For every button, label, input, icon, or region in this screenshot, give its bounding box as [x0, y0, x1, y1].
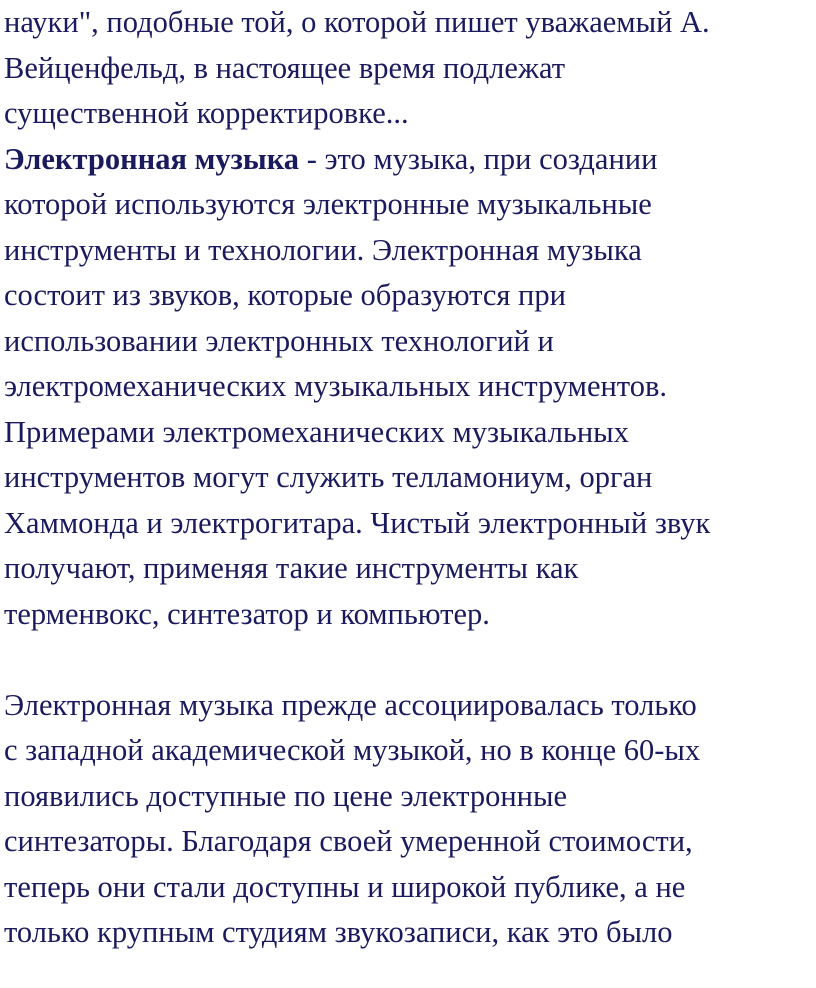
text-line: электромеханических музыкальных инструментов.: [4, 369, 668, 403]
text-line: терменвокс, синтезатор и компьютер.: [4, 596, 490, 631]
text-line: только крупным студиям звукозаписи, как это было: [4, 915, 673, 949]
definition-line: [4, 137, 814, 183]
text-line: которой используются электронные музыкальные: [4, 187, 652, 221]
text-line: синтезаторы. Благодаря своей умеренной стоимости,: [4, 824, 693, 858]
text-line: использовании электронных технологий и: [4, 323, 554, 358]
text-line: науки", подобные той, о которой пишет уважаемый А.: [4, 5, 710, 39]
text-line: получают, применяя такие инструменты как: [4, 551, 579, 585]
text-line: появились доступные по цене электронные: [4, 778, 568, 813]
text-line: инструментов могут служить телламониум, орган: [4, 460, 653, 494]
text-line: состоит из звуков, которые образуются при: [4, 278, 566, 312]
text-line: инструменты и технологии. Электронная музыка: [4, 232, 642, 267]
term-heading: Электронная музыка: [4, 141, 300, 176]
document-body: [4, 0, 814, 956]
text-line: Вейценфельд, в настоящее время подлежат: [4, 50, 566, 85]
paragraph-gap: [4, 637, 814, 683]
text-line: Электронная музыка прежде ассоциировалась только: [4, 687, 697, 722]
text-line: теперь они стали доступны и широкой публике, а не: [4, 869, 686, 904]
term-definition-start: - это музыка, при создании: [299, 141, 658, 176]
text-line: существенной корректировке...: [4, 96, 409, 130]
text-line: с западной академической музыкой, но в конце 60-ых: [4, 733, 701, 767]
text-line: Примерами электромеханических музыкальных: [4, 414, 629, 449]
text-line: Хаммонда и электрогитара. Чистый электронный звук: [4, 505, 711, 540]
